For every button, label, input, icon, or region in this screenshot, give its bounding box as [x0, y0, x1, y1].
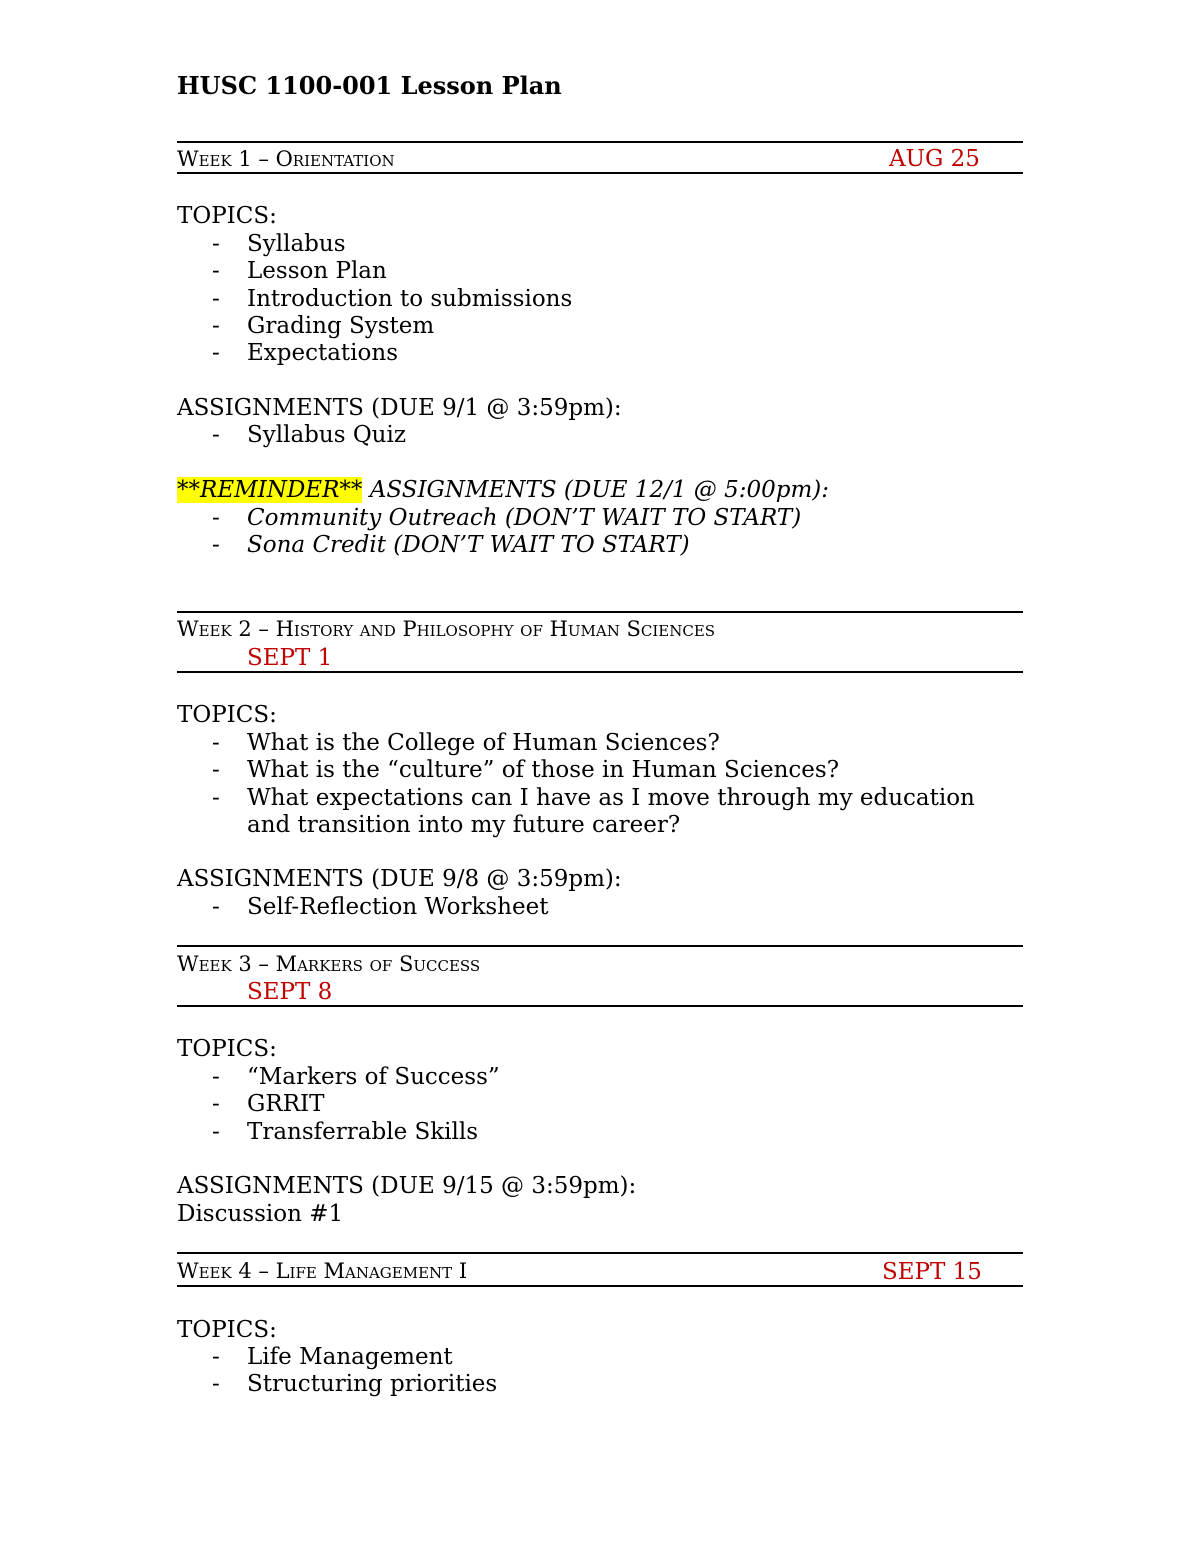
- week-1-date: AUG 25: [889, 146, 980, 172]
- section-rule-top: [177, 945, 1023, 947]
- bullet-dash: -: [212, 894, 220, 920]
- week-1-topic: Lesson Plan: [247, 258, 387, 284]
- bullet-dash: -: [212, 1371, 220, 1397]
- week-4-topic: Life Management: [247, 1344, 453, 1370]
- week-3-heading: Week 3 – Markers of Success: [177, 952, 481, 976]
- bullet-dash: -: [212, 340, 220, 366]
- week-3-assignments-label: ASSIGNMENTS (DUE 9/15 @ 3:59pm):: [177, 1173, 637, 1199]
- reminder-label: ASSIGNMENTS (DUE 12/1 @ 5:00pm):: [362, 477, 829, 503]
- week-2-assignment: Self-Reflection Worksheet: [247, 894, 549, 920]
- bullet-dash: -: [212, 286, 220, 312]
- week-4-topics-label: TOPICS:: [177, 1317, 277, 1343]
- week-1-assignments-label: ASSIGNMENTS (DUE 9/1 @ 3:59pm):: [177, 395, 622, 421]
- week-2-topics-label: TOPICS:: [177, 702, 277, 728]
- bullet-dash: -: [212, 1344, 220, 1370]
- week-2-date: SEPT 1: [247, 645, 333, 671]
- week-1-heading: Week 1 – Orientation: [177, 147, 395, 171]
- section-rule-top: [177, 611, 1023, 613]
- section-rule-bottom: [177, 671, 1023, 673]
- week-4-date: SEPT 15: [882, 1259, 982, 1285]
- week-3-topic: Transferrable Skills: [247, 1119, 479, 1145]
- week-3-topic: GRRIT: [247, 1091, 325, 1117]
- bullet-dash: -: [212, 1064, 220, 1090]
- section-rule-top: [177, 1252, 1023, 1254]
- bullet-dash: -: [212, 1119, 220, 1145]
- bullet-dash: -: [212, 785, 220, 811]
- week-3-assignment: Discussion #1: [177, 1201, 344, 1227]
- week-2-heading: Week 2 – History and Philosophy of Human Sciences: [177, 617, 716, 641]
- week-1-assignment: Syllabus Quiz: [247, 422, 406, 448]
- bullet-dash: -: [212, 422, 220, 448]
- section-rule-bottom: [177, 1005, 1023, 1007]
- week-4-heading: Week 4 – Life Management I: [177, 1259, 468, 1283]
- reminder-marker: **REMINDER**: [177, 477, 363, 503]
- reminder-item: Sona Credit (DON’T WAIT TO START): [247, 532, 690, 558]
- week-3-date: SEPT 8: [247, 979, 333, 1005]
- bullet-dash: -: [212, 258, 220, 284]
- week-1-topics-label: TOPICS:: [177, 203, 277, 229]
- bullet-dash: -: [212, 231, 220, 257]
- week-4-topic: Structuring priorities: [247, 1371, 498, 1397]
- week-2-assignments-label: ASSIGNMENTS (DUE 9/8 @ 3:59pm):: [177, 866, 622, 892]
- section-rule-bottom: [177, 1285, 1023, 1287]
- bullet-dash: -: [212, 730, 220, 756]
- bullet-dash: -: [212, 757, 220, 783]
- week-3-topics-label: TOPICS:: [177, 1036, 277, 1062]
- section-rule-bottom: [177, 172, 1023, 174]
- week-2-topic: What is the “culture” of those in Human Sciences?: [247, 757, 840, 783]
- section-rule-top: [177, 141, 1023, 143]
- bullet-dash: -: [212, 1091, 220, 1117]
- week-1-topic: Expectations: [247, 340, 398, 366]
- bullet-dash: -: [212, 505, 220, 531]
- week-2-topic: What expectations can I have as I move through my education: [247, 785, 975, 811]
- reminder-line: [177, 479, 829, 502]
- week-3-topic: “Markers of Success”: [247, 1064, 500, 1090]
- week-2-topic-continued: and transition into my future career?: [247, 812, 681, 838]
- week-1-topic: Syllabus: [247, 231, 346, 257]
- week-1-topic: Grading System: [247, 313, 435, 339]
- bullet-dash: -: [212, 313, 220, 339]
- reminder-item: Community Outreach (DON’T WAIT TO START): [247, 505, 802, 531]
- week-1-topic: Introduction to submissions: [247, 286, 573, 312]
- week-2-topic: What is the College of Human Sciences?: [247, 730, 720, 756]
- bullet-dash: -: [212, 532, 220, 558]
- page-title: HUSC 1100-001 Lesson Plan: [177, 71, 562, 100]
